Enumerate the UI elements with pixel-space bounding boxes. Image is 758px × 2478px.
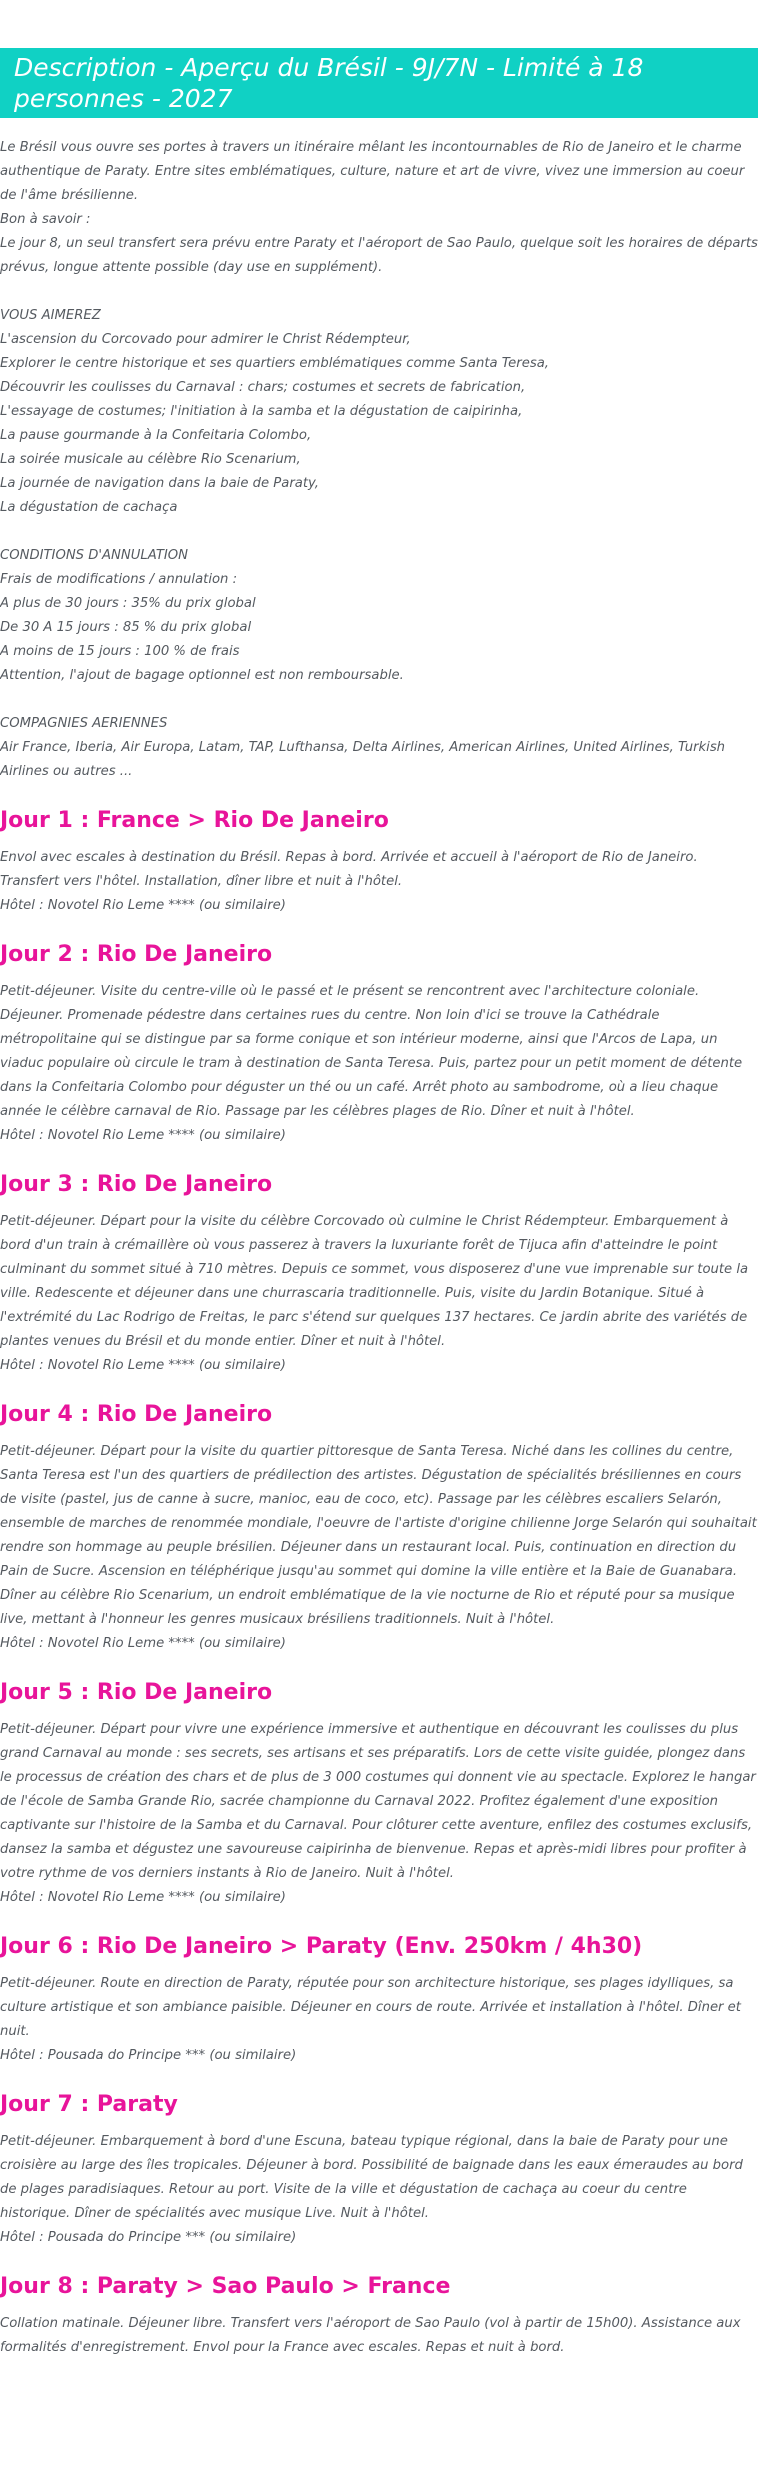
compagnies-text: Air France, Iberia, Air Europa, Latam, TAP, Lufthansa, Delta Airlines, American Airlines, United Airlines, Turkish Airlines ou autres ... (0, 740, 730, 779)
vous-aimerez-title: VOUS AIMEREZ (0, 308, 101, 323)
header-banner (0, 48, 758, 118)
day-title: Jour 3 : Rio De Janeiro (0, 1172, 273, 1197)
day-section (0, 1932, 758, 2068)
spacer (0, 688, 758, 712)
day-description: Petit-déjeuner. Visite du centre-ville où le passé et le présent se rencontrent avec l'architecture coloniale. Déjeuner. Promenade pédestre dans certaines rues du centre. Non loin d'ici se trouve la Cathédrale métropolitaine qui se distingue par sa forme conique et son intérieur moderne, ainsi que l'Arcos de Lapa, un viaduc populaire où circule le tram à destination de Santa Teresa. Puis, partez pour un petit moment de détente dans la Confeitaria Colombo pour déguster un thé ou un café. Arrêt photo au sambodrome, où a lieu chaque année le célèbre carnaval de Rio. Passage par les célèbres plages de Rio. Dîner et nuit à l'hôtel. (0, 984, 743, 1119)
vous-aimerez-item: L'essayage de costumes; l'initiation à la samba et la dégustation de caipirinha, (0, 404, 523, 419)
spacer (0, 520, 758, 544)
bon-a-savoir-text: Le jour 8, un seul transfert sera prévu entre Paraty et l'aéroport de Sao Paulo, quelque soit les horaires de départs prévus, longue attente possible (day use en supplément). (0, 236, 758, 275)
day-description: Petit-déjeuner. Route en direction de Paraty, réputée pour son architecture historique, ses plages idylliques, sa culture artistique et son ambiance paisible. Déjeuner en cours de route. Arrivée et installation à l'hôtel. Dîner et nuit. (0, 1976, 741, 2039)
day-section (0, 940, 758, 1148)
day-section (0, 1170, 758, 1378)
day-hotel: Hôtel : Novotel Rio Leme **** (ou similaire) (0, 1128, 286, 1143)
vous-aimerez-item: La journée de navigation dans la baie de Paraty, (0, 476, 319, 491)
intro-paragraph: Le Brésil vous ouvre ses portes à travers un itinéraire mêlant les incontournables de Rio de Janeiro et le charme authentique de Paraty. Entre sites emblématiques, culture, nature et art de vivre, vivez une immersion au coeur de l'âme brésilienne. (0, 140, 749, 203)
day-section (0, 2272, 758, 2360)
annulation-item: De 30 A 15 jours : 85 % du prix global (0, 620, 252, 635)
day-title: Jour 2 : Rio De Janeiro (0, 942, 273, 967)
spacer (0, 280, 758, 304)
day-title: Jour 5 : Rio De Janeiro (0, 1680, 273, 1705)
annulation-title: CONDITIONS D'ANNULATION (0, 548, 189, 563)
annulation-item: Frais de modifications / annulation : (0, 572, 238, 587)
day-title: Jour 7 : Paraty (0, 2092, 178, 2117)
day-hotel: Hôtel : Novotel Rio Leme **** (ou similaire) (0, 1636, 286, 1651)
vous-aimerez-item: La pause gourmande à la Confeitaria Colombo, (0, 428, 312, 443)
page-title: Description - Aperçu du Brésil - 9J/7N - Limité à 18 personnes - 2027 (14, 53, 644, 113)
day-hotel: Hôtel : Novotel Rio Leme **** (ou similaire) (0, 1890, 286, 1905)
day-section (0, 2090, 758, 2250)
annulation-item: A moins de 15 jours : 100 % de frais (0, 644, 240, 659)
day-description: Petit-déjeuner. Départ pour la visite du célèbre Corcovado où culmine le Christ Rédempteur. Embarquement à bord d'un train à crémaillère où vous passerez à travers la luxuriante forêt de Tijuca afin d'atteindre le point culminant du sommet situé à 710 mètres. Depuis ce sommet, vous disposerez d'une vue imprenable sur toute la ville. Redescente et déjeuner dans une churrascaria traditionnelle. Puis, visite du Jardin Botanique. Situé à l'extrémité du Lac Rodrigo de Freitas, le parc s'étend sur quelques 137 hectares. Ce jardin abrite des variétés de plantes venues du Brésil et du monde entier. Dîner et nuit à l'hôtel. (0, 1214, 749, 1349)
day-description: Collation matinale. Déjeuner libre. Transfert vers l'aéroport de Sao Paulo (vol à partir de 15h00). Assistance aux formalités d'enregistrement. Envol pour la France avec escales. Repas et nuit à bord. (0, 2316, 741, 2355)
day-hotel: Hôtel : Pousada do Principe *** (ou similaire) (0, 2230, 297, 2245)
day-hotel: Hôtel : Novotel Rio Leme **** (ou similaire) (0, 898, 286, 913)
day-section (0, 1678, 758, 1910)
day-hotel: Hôtel : Pousada do Principe *** (ou similaire) (0, 2048, 297, 2063)
day-section (0, 806, 758, 918)
day-hotel: Hôtel : Novotel Rio Leme **** (ou similaire) (0, 1358, 286, 1373)
day-title: Jour 6 : Rio De Janeiro > Paraty (Env. 250km / 4h30) (0, 1934, 643, 1959)
vous-aimerez-item: Explorer le centre historique et ses quartiers emblématiques comme Santa Teresa, (0, 356, 549, 371)
annulation-list (0, 568, 758, 688)
day-section (0, 1400, 758, 1656)
vous-aimerez-item: Découvrir les coulisses du Carnaval : chars; costumes et secrets de fabrication, (0, 380, 526, 395)
day-title: Jour 8 : Paraty > Sao Paulo > France (0, 2274, 451, 2299)
day-description: Envol avec escales à destination du Brésil. Repas à bord. Arrivée et accueil à l'aéroport de Rio de Janeiro. Transfert vers l'hôtel. Installation, dîner libre et nuit à l'hôtel. (0, 850, 698, 889)
day-title: Jour 1 : France > Rio De Janeiro (0, 808, 389, 833)
itinerary-days (0, 806, 758, 2360)
bon-a-savoir-label: Bon à savoir : (0, 212, 91, 227)
compagnies-title: COMPAGNIES AERIENNES (0, 716, 168, 731)
day-description: Petit-déjeuner. Départ pour la visite du quartier pittoresque de Santa Teresa. Niché dans les collines du centre, Santa Teresa est l'un des quartiers de prédilection des artistes. Dégustation de spécialités brésiliennes en cours de visite (pastel, jus de canne à sucre, manioc, eau de coco, etc). Passage par les célèbres escaliers Selarón, ensemble de marches de renommée mondiale, l'oeuvre de l'artiste d'origine chilienne Jorge Selarón qui souhaitait rendre son hommage au peuple brésilien. Déjeuner dans un restaurant local. Puis, continuation en direction du Pain de Sucre. Ascension en téléphérique jusqu'au sommet qui domine la ville entière et la Baie de Guanabara. Dîner au célèbre Rio Scenarium, un endroit emblématique de la vie nocturne de Rio et réputé pour sa musique live, mettant à l'honneur les genres musicaux brésiliens traditionnels. Nuit à l'hôtel. (0, 1444, 757, 1627)
vous-aimerez-item: La dégustation de cachaça (0, 500, 178, 515)
vous-aimerez-list (0, 328, 758, 520)
day-description: Petit-déjeuner. Départ pour vivre une expérience immersive et authentique en découvrant les coulisses du plus grand Carnaval au monde : ses secrets, ses artisans et ses préparatifs. Lors de cette visite guidée, plongez dans le processus de création des chars et de plus de 3 000 costumes qui donnent vie au spectacle. Explorez le hangar de l'école de Samba Grande Rio, sacrée championne du Carnaval 2022. Profitez également d'une exposition captivante sur l'histoire de la Samba et du Carnaval. Pour clôturer cette aventure, enfilez des costumes exclusifs, dansez la samba et dégustez une savoureuse caipirinha de bienvenue. Repas et après-midi libres pour profiter à votre rythme de vos derniers instants à Rio de Janeiro. Nuit à l'hôtel. (0, 1722, 756, 1881)
day-description: Petit-déjeuner. Embarquement à bord d'une Escuna, bateau typique régional, dans la baie de Paraty pour une croisière au large des îles tropicales. Déjeuner à bord. Possibilité de baignade dans les eaux émeraudes au bord de plages paradisiaques. Retour au port. Visite de la ville et dégustation de cachaça au coeur du centre historique. Dîner de spécialités avec musique Live. Nuit à l'hôtel. (0, 2134, 743, 2221)
annulation-item: A plus de 30 jours : 35% du prix global (0, 596, 256, 611)
vous-aimerez-item: La soirée musicale au célèbre Rio Scenarium, (0, 452, 301, 467)
vous-aimerez-item: L'ascension du Corcovado pour admirer le Christ Rédempteur, (0, 332, 411, 347)
description-content (0, 118, 758, 2360)
day-title: Jour 4 : Rio De Janeiro (0, 1402, 273, 1427)
annulation-item: Attention, l'ajout de bagage optionnel est non remboursable. (0, 668, 404, 683)
